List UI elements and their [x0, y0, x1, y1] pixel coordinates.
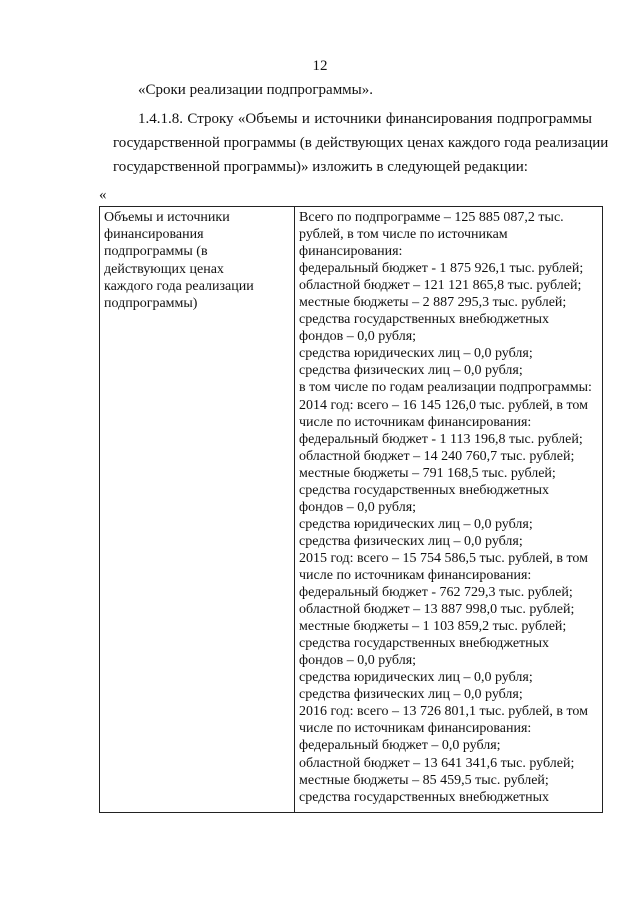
label-line: Объемы и источники: [104, 210, 230, 225]
content-line: федеральный бюджет - 1 875 926,1 тыс. рублей;: [299, 261, 584, 277]
label-line: действующих ценах: [104, 261, 224, 277]
page-number: 12: [312, 58, 328, 74]
content-line: фондов – 0,0 рубля;: [299, 653, 417, 669]
content-line: федеральный бюджет – 0,0 рубля;: [299, 738, 501, 754]
paragraph-line-3: государственной программы)» изложить в следующей редакции:: [113, 159, 528, 175]
content-line: средства физических лиц – 0,0 рубля;: [299, 533, 523, 549]
content-line: средства юридических лиц – 0,0 рубля;: [299, 516, 533, 532]
financing-table: [99, 206, 603, 813]
content-line: средства государственных внебюджетных: [299, 636, 550, 652]
paragraph-line-2: государственной программы (в действующих ценах каждого года реализации: [113, 135, 609, 151]
content-line: числе по источникам финансирования:: [299, 567, 532, 583]
content-line: средства юридических лиц – 0,0 рубля;: [299, 346, 533, 362]
content-line: средства юридических лиц – 0,0 рубля;: [299, 670, 533, 686]
content-line: областной бюджет – 13 641 341,6 тыс. рублей;: [299, 755, 575, 771]
content-line: местные бюджеты – 85 459,5 тыс. рублей;: [299, 772, 549, 788]
content-line: местные бюджеты – 1 103 859,2 тыс. рублей;: [299, 619, 567, 635]
content-line: 2015 год: всего – 15 754 586,5 тыс. рублей, в том: [299, 550, 588, 566]
label-line: каждого года реализации: [104, 278, 254, 294]
content-line: средства государственных внебюджетных: [299, 312, 550, 328]
content-line: 2014 год: всего – 16 145 126,0 тыс. рублей, в том: [299, 397, 588, 413]
content-line: финансирования:: [299, 244, 403, 260]
content-line: в том числе по годам реализации подпрограммы:: [299, 380, 592, 396]
content-line: местные бюджеты – 2 887 295,3 тыс. рублей;: [299, 295, 567, 311]
content-line: числе по источникам финансирования:: [299, 721, 532, 737]
label-line: подпрограммы): [104, 296, 198, 312]
label-line: подпрограммы (в: [104, 244, 208, 260]
table-cell-label: [100, 207, 295, 813]
intro-line: «Сроки реализации подпрограммы».: [138, 82, 374, 98]
content-line: областной бюджет – 121 121 865,8 тыс. рублей;: [299, 278, 582, 294]
content-line: рублей, в том числе по источникам: [299, 227, 508, 243]
content-line: числе по источникам финансирования:: [299, 414, 532, 430]
opening-quote-mark: «: [99, 187, 107, 203]
content-line: фондов – 0,0 рубля;: [299, 329, 417, 345]
content-line: федеральный бюджет - 1 113 196,8 тыс. рублей;: [299, 431, 583, 447]
content-line: областной бюджет – 13 887 998,0 тыс. рублей;: [299, 602, 575, 618]
label-line: финансирования: [104, 227, 204, 243]
paragraph-line-1: 1.4.1.8. Строку «Объемы и источники финансирования подпрограммы: [138, 111, 592, 127]
table-row: [100, 207, 603, 813]
content-line: местные бюджеты – 791 168,5 тыс. рублей;: [299, 465, 556, 481]
content-line: фондов – 0,0 рубля;: [299, 499, 417, 515]
content-line: средства физических лиц – 0,0 рубля;: [299, 687, 523, 703]
content-line: федеральный бюджет - 762 729,3 тыс. рублей;: [299, 585, 573, 601]
content-line: Всего по подпрограмме – 125 885 087,2 тыс.: [299, 210, 564, 225]
content-line: 2016 год: всего – 13 726 801,1 тыс. рублей, в том: [299, 704, 588, 720]
content-line: средства физических лиц – 0,0 рубля;: [299, 363, 523, 379]
content-line: областной бюджет – 14 240 760,7 тыс. рублей;: [299, 448, 575, 464]
content-line: средства государственных внебюджетных: [299, 482, 550, 498]
content-line: средства государственных внебюджетных: [299, 789, 550, 805]
table-cell-content: [295, 207, 603, 813]
